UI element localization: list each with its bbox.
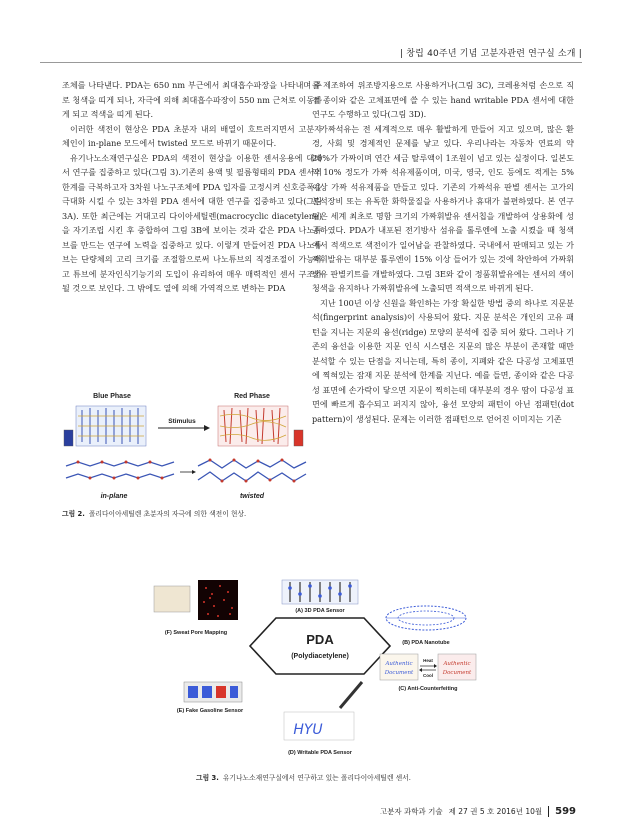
issue-info: 제 27 권 5 호 2016년 10월 (448, 807, 543, 816)
label-f: (F) Sweat Pore Mapping (164, 630, 228, 636)
blue-phase-label: Blue Phase (93, 393, 131, 400)
header-divider (40, 62, 582, 63)
pda-nanotube-illustration (386, 606, 466, 630)
twisted-label: twisted (239, 493, 265, 500)
document-text-blue: Document (384, 670, 414, 676)
blue-vial (64, 430, 73, 446)
pda-title: PDA (306, 632, 334, 647)
right-paragraph: 지난 100년 이상 신원을 확인하는 가장 확실한 방법 중의 하나로 지문분석(fingerprint analysis)이 사용되어 왔다. 지문 분석은 개인의 고유 패턴을 지니는 지문의 융선(ridge) 모양의 분석에 집중 되어 왔다. 그러나 기존의 융선을 이용한 지문 인식 시스템은 지문의 많은 부분이 존재할 때만 분석할 수 있는 단점을 지니는데, 특히 종이, 지폐와 같은 다공성 고체표면에 찍혀있는 잠재 지문 분석에 한계를 지닌다. 예를 들면, 종이와 같은 다공성 표면에 손가락이 닿으면 지문이 찍히는데 대부분의 경우 땀이 다공성 표면에 빠르게 흡수되고 퍼지지 않아, 융선 모양의 패턴이 아닌 점패턴(dot pattern)이 생성된다. 문제는 이러한 점패턴으로 얻어진 이미지는 기존 (312, 297, 574, 424)
stimulus-label: Stimulus (168, 418, 196, 425)
figure-3-caption (196, 772, 411, 782)
red-phase-label: Red Phase (234, 393, 270, 400)
left-paragraph: 이러한 색전이 현상은 PDA 초분자 내의 배열이 흐트러지면서 고분자 체인이 in-plane 모드에서 twisted 모드로 바뀌기 때문이다. (62, 123, 322, 148)
figure-3-caption-text: 유기나노소재연구실에서 연구하고 있는 폴리다이아세틸렌 센서. (222, 774, 411, 782)
red-lattice-illustration (218, 406, 288, 446)
sweat-pore-mapping-illustration (154, 580, 238, 620)
label-e: (E) Fake Gasoline Sensor (176, 708, 244, 714)
stimulus-arrow-icon (158, 425, 210, 431)
left-paragraph: 조체를 나타낸다. PDA는 650 nm 부근에서 최대흡수파장을 나타내며 주로 청색을 띠게 되나, 자극에 의해 최대흡수파장이 550 nm 근처로 이동하게 되고 적색을 띠게 된다. (62, 80, 322, 119)
pda-subtitle: (Polydiacetylene) (291, 653, 349, 660)
label-d: (D) Writable PDA Sensor (288, 750, 352, 756)
label-c: (C) Anti-Counterfeiting (398, 686, 458, 692)
twisted-chain-illustration (198, 459, 306, 483)
document-text-red: Document (442, 670, 472, 676)
authentic-text-blue: Authentic (385, 661, 413, 667)
right-column (312, 78, 574, 426)
figure-2 (62, 386, 320, 504)
figure-2-caption-text: 폴리다이아세틸렌 초분자의 자극에 의한 색전이 현상. (88, 510, 247, 518)
authentic-text-red: Authentic (443, 661, 471, 667)
label-b: (B) PDA Nanotube (402, 640, 450, 646)
cool-label: Cool (423, 673, 433, 678)
red-vial (294, 430, 303, 446)
right-paragraph: 가짜석유는 전 세계적으로 매우 활발하게 만들어 지고 있으며, 많은 환경, 사회 및 경제적인 문제를 낳고 있다. 우리나라는 자동차 연료의 약 20%가 가짜이며 연간 세금 탈루액이 1조원이 넘고 있는 실정이다. 일본도 약 10% 정도가 가짜 석유제품이며, 미국, 영국, 인도 등에도 적게는 5% 이상 가짜 석유제품을 만들고 있다. 기존의 가짜석유 판별 센서는 고가의 분석장비 또는 유독한 화학물질을 사용하거나 휴대가 불편하였다. 본 연구팀은 세계 최초로 명함 크기의 가짜휘발유 센서칩을 개발하여 상용화에 성공하였다. PDA가 내포된 전기방사 섬유를 톨루엔에 노출 시켰을 때 청색에서 적색으로 색전이가 일어남을 관찰하였다. 국내에서 판매되고 있는 가짜휘발유는 대부분 톨루엔이 15% 이상 들어가 있는 것에 착안하여 가짜휘발유 판별키트를 개발하였다. 그림 3E와 같이 정품휘발유에는 센서의 색이 청색을 유지하나 가짜휘발유에 노출되면 적색으로 바뀌게 된다. (312, 123, 574, 293)
hyu-writing: HYU (293, 722, 323, 738)
heat-label: Heat (423, 658, 433, 663)
blue-lattice-illustration (76, 406, 146, 446)
in-plane-label: in-plane (100, 493, 128, 500)
left-paragraph: 유기나노소재연구실은 PDA의 색전이 현상을 이용한 센서응용에 대해서 연구를 집중하고 있다(그림 3).기존의 용액 및 필름형태의 PDA 센서의 한계를 극복하고자 3차원 나노구조체에 PDA 입자를 고정시켜 신호증폭을 극대화 시킬 수 있는 3차원 PDA 센서에 대한 연구를 집중하고 있다(그림 3A). 또한 최근에는 거대고리 다이아세틸렌(macrocyclic diacetylene)을 자기조립 시킨 후 중합하여 그림 3B에 보이는 것과 같은 PDA 나노튜브를 만드는 연구에 노력을 집중하고 있다. 이렇게 만들어진 PDA 나노튜브는 단량체의 고리 크기를 조절함으로써 나노튜브의 직경조절이 가능하고 튜브에 분자인식기능기의 도입이 유리하여 매우 매력적인 센서 구조가 될 것으로 보인다. 그 밖에도 열에 의해 가역적으로 변하는 PDA (62, 152, 322, 293)
running-header: | 창립 40주년 기념 고분자관련 연구실 소개 | (399, 49, 582, 59)
3d-pda-sensor-illustration (282, 580, 358, 604)
page-number: 599 (548, 806, 576, 817)
left-column (62, 78, 322, 296)
in-plane-chain-illustration (66, 461, 174, 480)
figure-3-caption-label: 그림 3. (196, 774, 219, 782)
page-footer (380, 806, 576, 817)
journal-name: 고분자 과학과 기술 (379, 807, 443, 816)
figure-2-caption-label: 그림 2. (62, 510, 85, 518)
figure-3 (150, 578, 490, 762)
label-a: (A) 3D PDA Sensor (295, 608, 345, 614)
right-paragraph: 를 제조하여 위조방지용으로 사용하거나(그림 3C), 크레용처럼 손으로 직접 종이와 같은 고체표면에 쓸 수 있는 hand writable PDA 센서에 대한 연구도 수행하고 있다(그림 3D). (312, 80, 574, 119)
fake-gasoline-sensor-illustration (184, 682, 242, 702)
figure-2-caption (62, 508, 246, 518)
